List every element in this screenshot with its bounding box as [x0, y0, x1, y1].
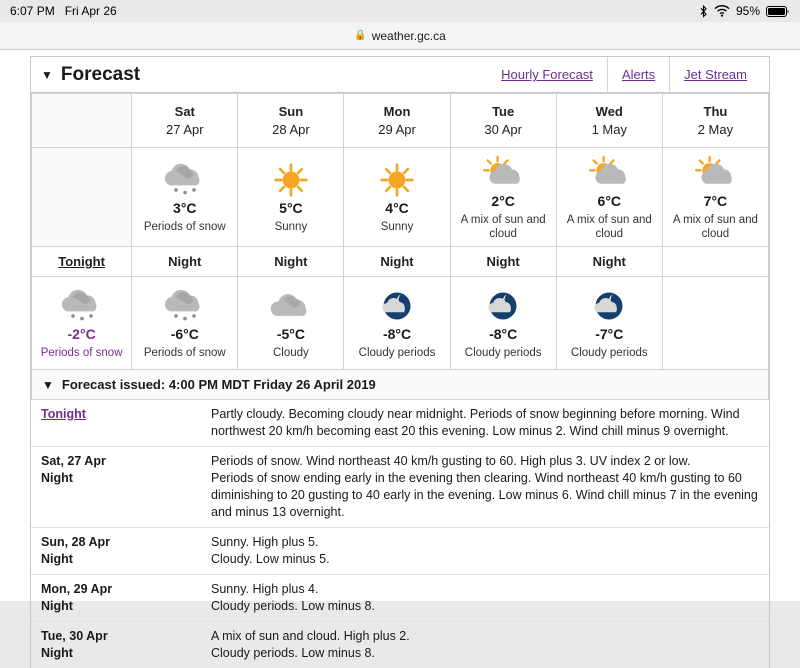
day-name: Tue — [455, 97, 552, 122]
night-cell-sun — [238, 277, 344, 370]
day-cell-sun — [238, 148, 344, 247]
day-content-row — [32, 148, 769, 247]
night-header-mon — [344, 247, 450, 277]
forecast-header — [31, 57, 769, 93]
day-date: 2 May — [667, 122, 764, 144]
night-temp: -8°C — [348, 326, 445, 342]
status-time: 6:07 PM — [10, 4, 55, 18]
night-cell-tonight — [32, 277, 132, 370]
day-date: 30 Apr — [455, 122, 552, 144]
night-condition: Periods of snow — [36, 346, 127, 360]
status-bar-right — [699, 4, 790, 18]
detail-night-label: Night — [41, 470, 191, 487]
battery-icon — [766, 6, 790, 17]
table-row — [31, 447, 769, 528]
moon-cloud-icon — [476, 288, 530, 324]
day-name: Mon — [348, 97, 445, 122]
cloud-icon — [264, 288, 318, 324]
day-header-row — [32, 94, 769, 148]
detail-label-sat — [31, 447, 201, 528]
detail-night-text: Cloudy periods. Low minus 8. — [211, 645, 759, 662]
night-label: Tonight — [36, 250, 127, 273]
day-condition: Sunny — [242, 220, 339, 234]
detail-night-text: Cloudy. Low minus 5. — [211, 551, 759, 568]
night-label: Night — [455, 250, 552, 273]
day-name: Wed — [561, 97, 658, 122]
forecast-detail-table — [31, 400, 769, 668]
day-condition: A mix of sun and cloud — [561, 213, 658, 241]
night-content-row — [32, 277, 769, 370]
grid-corner-cell — [32, 94, 132, 148]
night-cell-blank — [662, 277, 768, 370]
day-name: Thu — [667, 97, 764, 122]
tonight-link[interactable]: Tonight — [41, 407, 86, 421]
detail-day-text: A mix of sun and cloud. High plus 2. — [211, 628, 759, 645]
detail-day-label: Sat, 27 Apr — [41, 454, 106, 468]
night-header-sat — [132, 247, 238, 277]
day-header-wed — [556, 94, 662, 148]
sun-cloud-icon — [476, 155, 530, 191]
night-label: Night — [242, 250, 339, 273]
day-temp: 4°C — [348, 200, 445, 216]
day-header-mon — [344, 94, 450, 148]
forecast-issued-text: Forecast issued: 4:00 PM MDT Friday 26 April 2019 — [62, 377, 376, 392]
day-name: Sat — [136, 97, 233, 122]
night-label: Night — [561, 250, 658, 273]
day-header-tue — [450, 94, 556, 148]
day-header-sun — [238, 94, 344, 148]
day-temp: 7°C — [667, 193, 764, 209]
sun-cloud-icon — [688, 155, 742, 191]
table-row — [31, 575, 769, 622]
day-cell-wed — [556, 148, 662, 247]
night-cell-tue — [450, 277, 556, 370]
night-header-tonight — [32, 247, 132, 277]
moon-cloud-icon — [370, 288, 424, 324]
detail-night-label: Night — [41, 598, 191, 615]
table-row — [31, 400, 769, 447]
detail-day-text: Sunny. High plus 5. — [211, 534, 759, 551]
browser-address-bar[interactable] — [0, 22, 800, 50]
night-header-blank — [662, 247, 768, 277]
detail-text-tonight: Partly cloudy. Becoming cloudy near midnight. Periods of snow beginning before morning. Wind northwest 20 km/h becoming east 20 this evening. Low minus 2. Wind chill minus 9 overnight. — [201, 400, 769, 447]
detail-night-label: Night — [41, 645, 191, 662]
status-bar-left — [10, 4, 117, 18]
table-row — [31, 528, 769, 575]
sun-cloud-icon — [582, 155, 636, 191]
night-cell-sat — [132, 277, 238, 370]
triangle-down-icon[interactable]: ▼ — [41, 69, 53, 81]
detail-text-sat — [201, 447, 769, 528]
night-cell-wed — [556, 277, 662, 370]
detail-text-sun — [201, 528, 769, 575]
forecast-issued-bar[interactable] — [31, 370, 769, 400]
page-title[interactable] — [41, 64, 140, 86]
day-temp: 3°C — [136, 200, 233, 216]
hourly-forecast-link[interactable]: Hourly Forecast — [487, 57, 607, 92]
grid-spacer-cell — [32, 148, 132, 247]
night-header-tue — [450, 247, 556, 277]
detail-text-mon — [201, 575, 769, 622]
detail-day-label: Tue, 30 Apr — [41, 629, 108, 643]
sun-icon — [370, 162, 424, 198]
night-temp: -5°C — [242, 326, 339, 342]
night-temp: -7°C — [561, 326, 658, 342]
day-cell-mon — [344, 148, 450, 247]
day-cell-thu — [662, 148, 768, 247]
webpage-content — [0, 50, 800, 601]
jet-stream-link[interactable]: Jet Stream — [669, 57, 761, 92]
forecast-title-text: Forecast — [61, 64, 140, 86]
wifi-icon — [714, 5, 730, 17]
night-header-wed — [556, 247, 662, 277]
day-temp: 5°C — [242, 200, 339, 216]
night-condition: Cloudy periods — [455, 346, 552, 360]
night-condition: Cloudy — [242, 346, 339, 360]
detail-day-label: Mon, 29 Apr — [41, 582, 112, 596]
day-date: 1 May — [561, 122, 658, 144]
detail-label-sun — [31, 528, 201, 575]
url-text: weather.gc.ca — [372, 29, 446, 43]
snow-cloud-icon — [55, 288, 109, 324]
battery-percent: 95% — [736, 4, 760, 18]
day-condition: A mix of sun and cloud — [667, 213, 764, 241]
day-name: Sun — [242, 97, 339, 122]
detail-label-tonight[interactable] — [31, 400, 201, 447]
night-cell-mon — [344, 277, 450, 370]
night-condition: Cloudy periods — [348, 346, 445, 360]
day-cell-sat — [132, 148, 238, 247]
day-header-thu — [662, 94, 768, 148]
snow-cloud-icon — [158, 288, 212, 324]
detail-night-label: Night — [41, 551, 191, 568]
forecast-panel — [30, 56, 770, 668]
forecast-grid — [31, 93, 769, 370]
day-date: 27 Apr — [136, 122, 233, 144]
alerts-link[interactable]: Alerts — [607, 57, 669, 92]
detail-day-text: Periods of snow. Wind northeast 40 km/h gusting to 60. High plus 3. UV index 2 or low. — [211, 453, 759, 470]
night-condition: Cloudy periods — [561, 346, 658, 360]
night-header-sun — [238, 247, 344, 277]
day-date: 29 Apr — [348, 122, 445, 144]
table-row — [31, 622, 769, 668]
detail-night-text: Cloudy periods. Low minus 8. — [211, 598, 759, 615]
night-temp: -8°C — [455, 326, 552, 342]
day-temp: 2°C — [455, 193, 552, 209]
ios-status-bar — [0, 0, 800, 22]
lock-icon: 🔒 — [354, 30, 366, 41]
day-date: 28 Apr — [242, 122, 339, 144]
night-label: Night — [136, 250, 233, 273]
day-condition: Sunny — [348, 220, 445, 234]
sun-icon — [264, 162, 318, 198]
night-label: Night — [348, 250, 445, 273]
moon-cloud-icon — [582, 288, 636, 324]
detail-label-tue — [31, 622, 201, 668]
day-header-sat — [132, 94, 238, 148]
forecast-header-links — [487, 57, 761, 92]
triangle-down-icon[interactable]: ▼ — [42, 379, 54, 391]
night-temp: -2°C — [36, 326, 127, 342]
bluetooth-icon — [699, 5, 708, 18]
day-condition: A mix of sun and cloud — [455, 213, 552, 241]
snow-cloud-icon — [158, 162, 212, 198]
day-cell-tue — [450, 148, 556, 247]
detail-night-text: Periods of snow ending early in the evening then clearing. Wind northeast 40 km/h gusting to 60 diminishing to 20 gusting to 40 early in the evening. Low minus 6. Wind chill minus 7 in the evening and minus 13 overnight. — [211, 470, 759, 521]
detail-day-label: Sun, 28 Apr — [41, 535, 110, 549]
detail-day-text: Sunny. High plus 4. — [211, 581, 759, 598]
detail-text-tue — [201, 622, 769, 668]
day-condition: Periods of snow — [136, 220, 233, 234]
detail-label-mon — [31, 575, 201, 622]
night-header-row — [32, 247, 769, 277]
night-temp: -6°C — [136, 326, 233, 342]
night-condition: Periods of snow — [136, 346, 233, 360]
day-temp: 6°C — [561, 193, 658, 209]
status-date: Fri Apr 26 — [65, 4, 117, 18]
